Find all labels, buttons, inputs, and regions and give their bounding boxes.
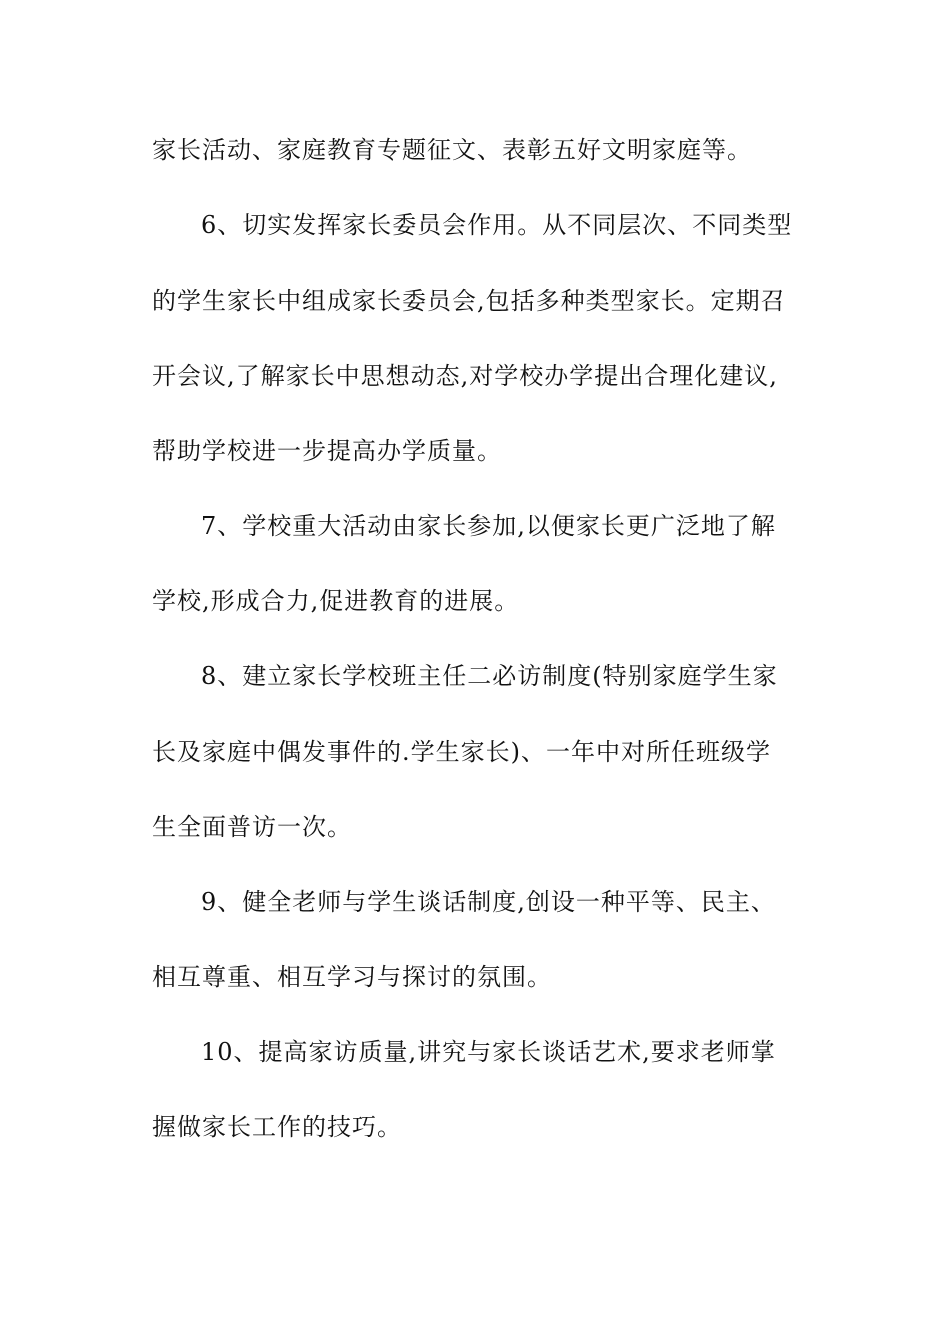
text-line: 生全面普访一次。 (152, 813, 352, 841)
text-line: 的学生家长中组成家长委员会,包括多种类型家长。定期召 (152, 287, 786, 315)
text-line: 帮助学校进一步提高办学质量。 (152, 437, 502, 465)
text-line: 家长活动、家庭教育专题征文、表彰五好文明家庭等。 (152, 136, 752, 164)
text-line: 开会议,了解家长中思想动态,对学校办学提出合理化建议, (152, 362, 778, 390)
text-line: 相互尊重、相互学习与探讨的氛围。 (152, 963, 552, 991)
text-line: 长及家庭中偶发事件的.学生家长)、一年中对所任班级学 (152, 738, 771, 766)
text-line: 学校,形成合力,促进教育的进展。 (152, 587, 520, 615)
paragraph-10-line-1: 10、提高家访质量,讲究与家长谈话艺术,要求老师掌 (201, 1038, 776, 1066)
paragraph-6-line-1: 6、切实发挥家长委员会作用。从不同层次、不同类型 (201, 211, 793, 239)
text-line: 握做家长工作的技巧。 (152, 1113, 402, 1141)
paragraph-8-line-1: 8、建立家长学校班主任二必访制度(特别家庭学生家 (201, 662, 778, 690)
paragraph-7-line-1: 7、学校重大活动由家长参加,以便家长更广泛地了解 (201, 512, 776, 540)
paragraph-9-line-1: 9、健全老师与学生谈话制度,创设一种平等、民主、 (201, 888, 776, 916)
